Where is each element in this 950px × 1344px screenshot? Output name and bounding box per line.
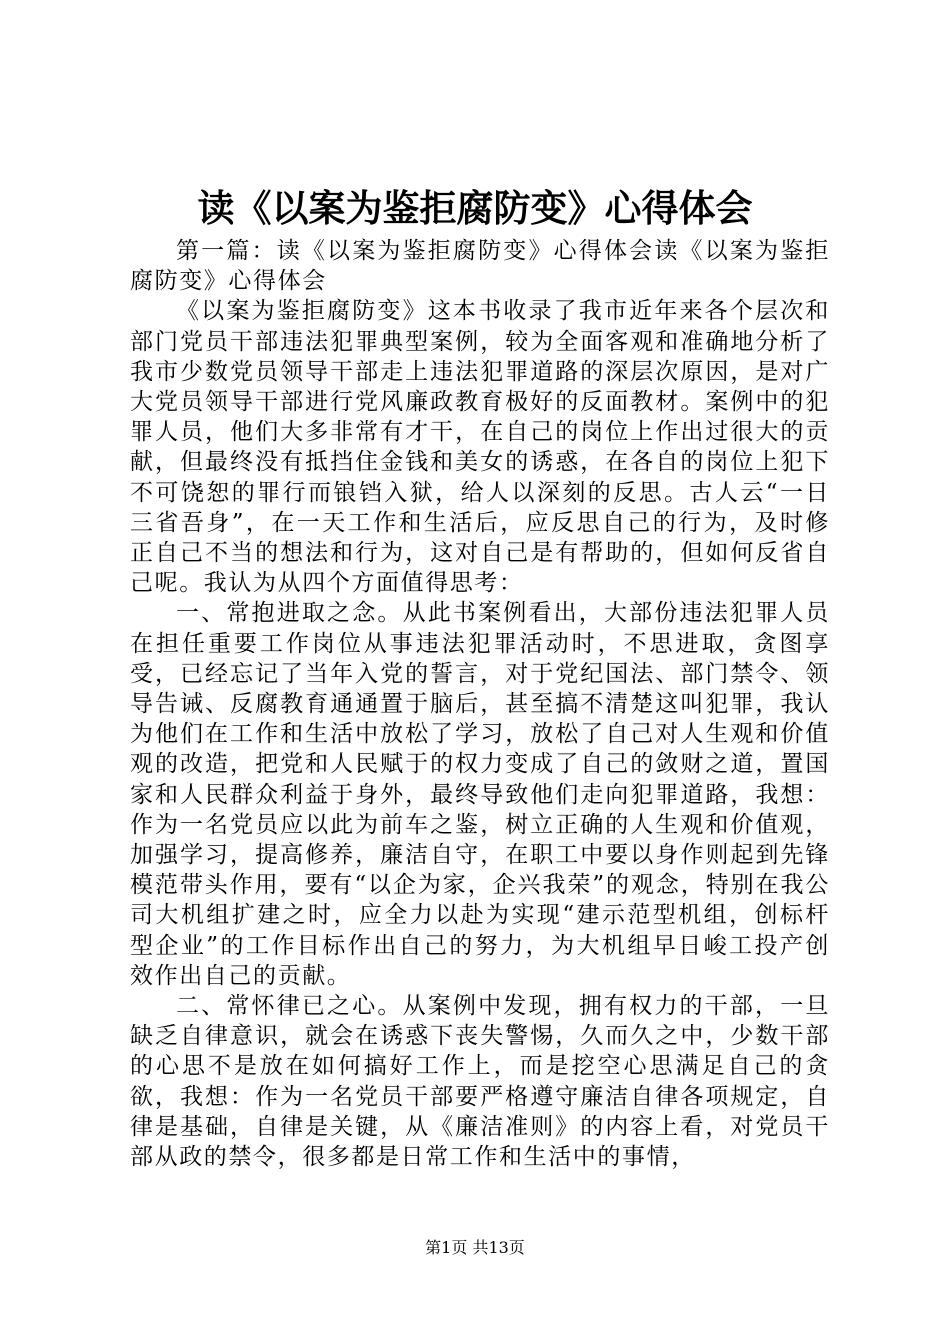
page-number-footer: 第1页 共13页 bbox=[425, 1238, 525, 1257]
paragraph-4: 二、常怀律已之心。从案例中发现，拥有权力的干部，一旦缺乏自律意识，就会在诱惑下丧失警惕，久而久之中，少数干部的心思不是放在如何搞好工作上，而是挖空心思满足自己的贪欲，我想：作为一名党员干部要严格遵守廉洁自律各项规定，自律是基础，自律是关键，从《廉洁准则》的内容上看，对党员干部从政的禁令，很多都是日常工作和生活中的事情， bbox=[130, 993, 830, 1171]
document-body bbox=[130, 236, 830, 1172]
paragraph-1: 第一篇：读《以案为鉴拒腐防变》心得体会读《以案为鉴拒腐防变》心得体会 bbox=[130, 238, 830, 295]
paragraph-2: 《以案为鉴拒腐防变》这本书收录了我市近年来各个层次和部门党员干部违法犯罪典型案例，较为全面客观和准确地分析了我市少数党员领导干部走上违法犯罪道路的深层次原因，是对广大党员领导干部进行党风廉政教育极好的反面教材。案例中的犯罪人员，他们大多非常有才干，在自己的岗位上作出过很大的贡献，但最终没有抵挡住金钱和美女的诱惑，在各自的岗位上犯下不可饶恕的罪行而锒铛入狱，给人以深刻的反思。古人云“一日三省吾身”，在一天工作和生活后，应反思自己的行为，及时修正自己不当的想法和行为，这对自己是有帮助的，但如何反省自己呢。我认为从四个方面值得思考： bbox=[130, 298, 830, 597]
document-title: 读《以案为鉴拒腐防变》心得体会 bbox=[197, 186, 753, 230]
paragraph-3: 一、常抱进取之念。从此书案例看出，大部份违法犯罪人员在担任重要工作岗位从事违法犯罪活动时，不思进取，贪图享受，已经忘记了当年入党的誓言，对于党纪国法、部门禁令、领导告诫、反腐教育通通置于脑后，甚至搞不清楚这叫犯罪，我认为他们在工作和生活中放松了学习，放松了自己对人生观和价值观的改造，把党和人民赋于的权力变成了自己的敛财之道，置国家和人民群众利益于身外，最终导致他们走向犯罪道路，我想：作为一名党员应以此为前车之鉴，树立正确的人生观和价值观，加强学习，提高修养，廉洁自守，在职工中要以身作则起到先锋模范带头作用，要有“以企为家，企兴我荣”的观念，特别在我公司大机组扩建之时，应全力以赴为实现“建示范型机组，创标杆型企业”的工作目标作出自己的努力，为大机组早日峻工投产创效作出自己的贡献。 bbox=[130, 600, 830, 989]
